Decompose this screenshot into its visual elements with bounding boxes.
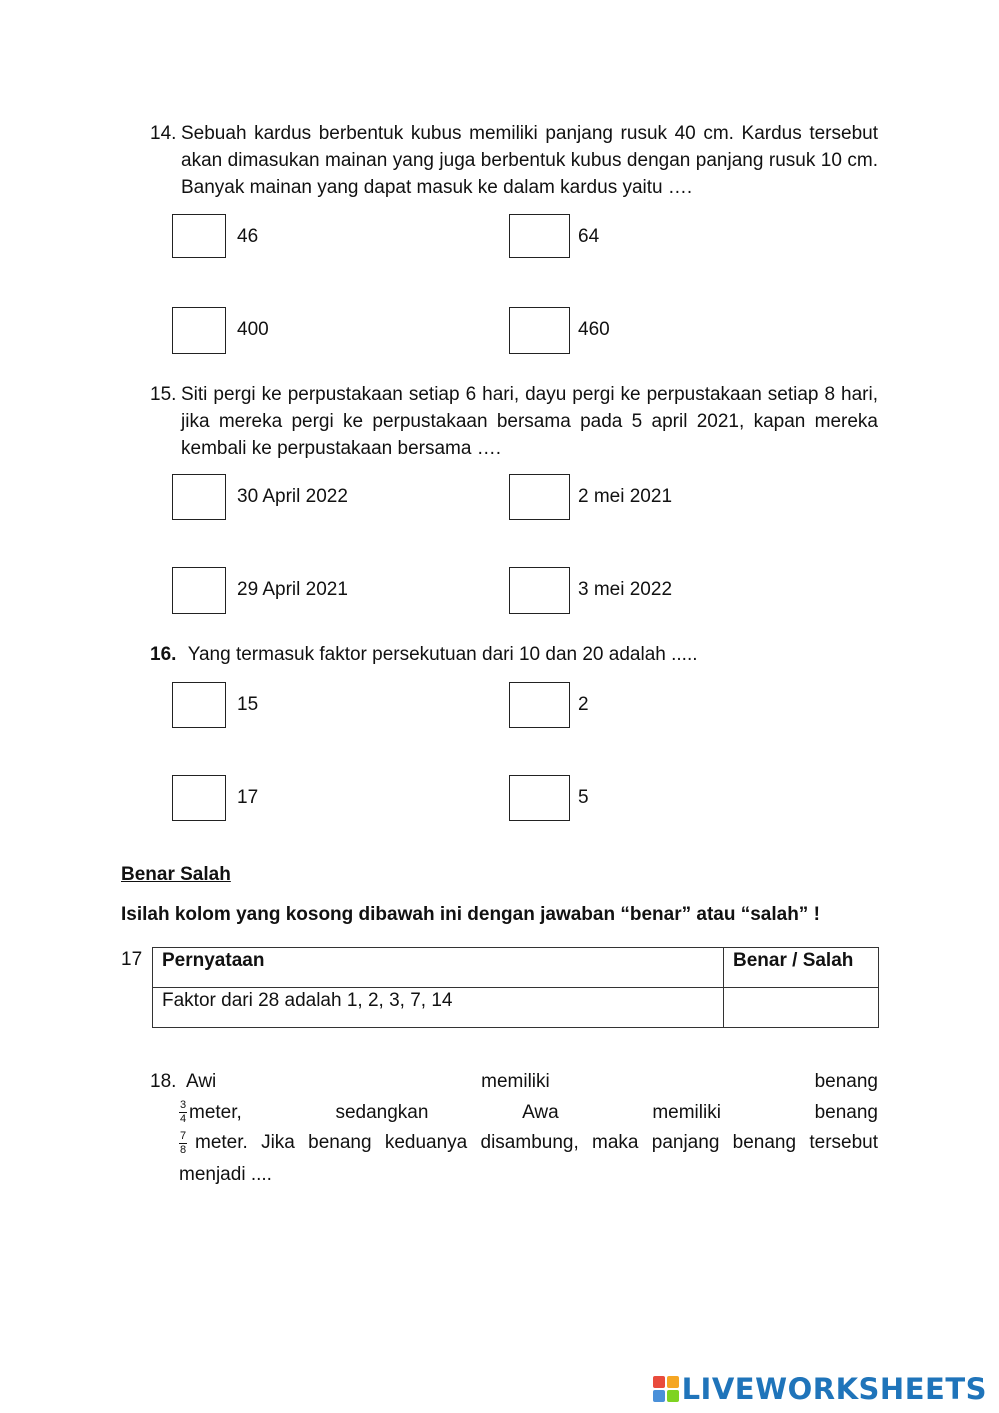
answer-checkbox[interactable]	[509, 567, 570, 614]
answer-checkbox[interactable]	[172, 214, 226, 258]
logo-text: LIVEWORKSHEETS	[681, 1372, 987, 1406]
statement-table	[152, 947, 879, 1028]
question-number: 15.	[150, 384, 177, 405]
q18-word: benang	[814, 1102, 878, 1123]
fraction-denominator: 4	[179, 1113, 187, 1126]
option-label: 17	[237, 787, 259, 808]
answer-checkbox[interactable]	[172, 682, 226, 728]
liveworksheets-logo	[653, 1372, 987, 1406]
question-15	[150, 381, 878, 462]
answer-input-cell[interactable]	[724, 988, 879, 1028]
fraction-numerator: 3	[179, 1099, 187, 1112]
q18-line-1	[186, 1070, 878, 1094]
section-instruction: Isilah kolom yang kosong dibawah ini dengan jawaban “benar” atau “salah” !	[121, 904, 820, 925]
header-answer: Benar / Salah	[724, 948, 879, 988]
option-label: 2 mei 2021	[578, 486, 673, 507]
question-text: Sebuah kardus berbentuk kubus memiliki panjang rusuk 40 cm. Kardus tersebut akan dimasukan mainan yang juga berbentuk kubus dengan panjang rusuk 10 cm. Banyak mainan yang dapat masuk ke dalam kardus yaitu ….	[181, 123, 878, 198]
q18-word: Awi	[186, 1071, 217, 1092]
section-title: Benar Salah	[121, 864, 231, 885]
answer-checkbox[interactable]	[509, 214, 570, 258]
fraction-numerator: 7	[179, 1129, 187, 1142]
question-14	[150, 120, 878, 201]
option-label: 29 April 2021	[237, 579, 348, 600]
question-number: 18.	[150, 1071, 177, 1092]
answer-checkbox[interactable]	[509, 775, 570, 821]
answer-checkbox[interactable]	[172, 567, 226, 614]
option-label: 30 April 2022	[237, 486, 348, 507]
option-label: 46	[237, 226, 259, 247]
logo-mark-icon	[653, 1376, 679, 1402]
q18-word: sedangkan	[335, 1102, 429, 1123]
q18-word: memiliki	[481, 1071, 550, 1092]
q18-word: benang	[814, 1071, 878, 1092]
question-number: 16.	[150, 644, 177, 665]
question-18	[150, 1070, 878, 1188]
q18-line-4: menjadi ....	[179, 1164, 272, 1185]
answer-checkbox[interactable]	[509, 307, 570, 354]
answer-checkbox[interactable]	[172, 307, 226, 354]
answer-checkbox[interactable]	[172, 474, 226, 520]
statement-cell: Faktor dari 28 adalah 1, 2, 3, 7, 14	[153, 988, 724, 1028]
fraction	[179, 1131, 187, 1156]
option-label: 400	[237, 319, 269, 340]
question-number: 17	[121, 949, 143, 970]
question-number: 14.	[150, 123, 177, 144]
question-16	[150, 643, 698, 667]
header-statement: Pernyataan	[153, 948, 724, 988]
q18-word: memiliki	[652, 1102, 721, 1123]
q18-text: meter. Jika benang keduanya disambung, maka panjang benang tersebut	[195, 1132, 878, 1153]
answer-checkbox[interactable]	[509, 474, 570, 520]
option-label: 15	[237, 694, 259, 715]
table-row	[153, 988, 879, 1028]
option-label: 64	[578, 226, 600, 247]
table-header-row	[153, 948, 879, 988]
option-label: 460	[578, 319, 610, 340]
q18-line-2	[179, 1100, 878, 1126]
question-text: Siti pergi ke perpustakaan setiap 6 hari, dayu pergi ke perpustakaan setiap 8 hari, jika mereka pergi ke perpustakaan bersama pada 5 april 2021, kapan mereka kembali ke perpustakaan bersama ….	[181, 384, 878, 459]
fraction-denominator: 8	[179, 1143, 187, 1156]
question-text: Yang termasuk faktor persekutuan dari 10 dan 20 adalah .....	[187, 644, 698, 665]
answer-checkbox[interactable]	[509, 682, 570, 728]
answer-checkbox[interactable]	[172, 775, 226, 821]
q18-line-3	[179, 1130, 878, 1156]
fraction	[179, 1100, 187, 1125]
q18-word: meter,	[189, 1102, 242, 1123]
option-label: 5	[578, 787, 589, 808]
option-label: 3 mei 2022	[578, 579, 673, 600]
option-label: 2	[578, 694, 589, 715]
q18-word: Awa	[522, 1102, 559, 1123]
